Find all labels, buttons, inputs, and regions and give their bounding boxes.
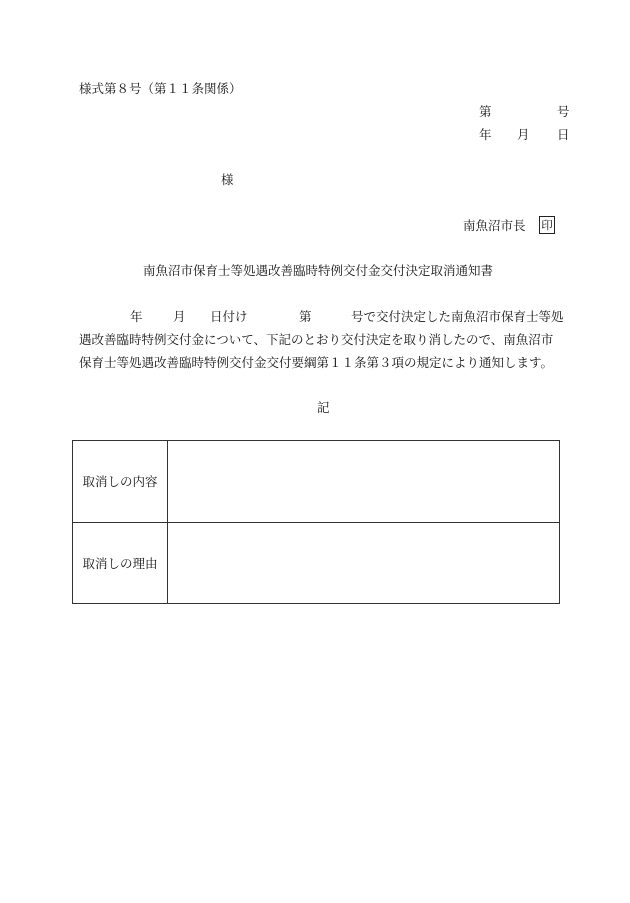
body-line2: 遇改善臨時特例交付金について、下記のとおり交付決定を取り消したので、南魚沼市 — [79, 332, 554, 347]
date-day: 日 — [557, 127, 570, 142]
body-line1-rest: 号で交付決定した南魚沼市保育士等処 — [351, 309, 564, 324]
form-number: 様式第８号（第１１条関係） — [79, 81, 242, 96]
body-month: 月 — [173, 309, 186, 324]
ki-heading: 記 — [317, 400, 330, 415]
seal-stamp: 印 — [539, 216, 555, 234]
date-month: 月 — [517, 127, 530, 142]
recipient-suffix: 様 — [221, 172, 234, 187]
row-label-content: 取消しの内容 — [82, 474, 158, 489]
document-title: 南魚沼市保育士等処遇改善臨時特例交付金交付決定取消通知書 — [143, 263, 494, 278]
body-year: 年 — [130, 309, 143, 324]
body-day-dated: 日付け — [210, 309, 248, 324]
doc-number-dai: 第 — [479, 104, 492, 119]
row-label-reason: 取消しの理由 — [82, 556, 158, 571]
cancellation-table — [72, 440, 560, 604]
date-year: 年 — [479, 127, 492, 142]
table-row-divider — [73, 522, 559, 523]
body-dai: 第 — [299, 309, 312, 324]
issuer-name: 南魚沼市長 — [463, 218, 526, 233]
doc-number-go: 号 — [557, 104, 570, 119]
body-line3: 保育士等処遇改善臨時特例交付金交付要綱第１１条第３項の規定により通知します。 — [79, 355, 554, 370]
row-value-reason[interactable] — [169, 525, 557, 603]
row-value-content[interactable] — [169, 443, 557, 521]
